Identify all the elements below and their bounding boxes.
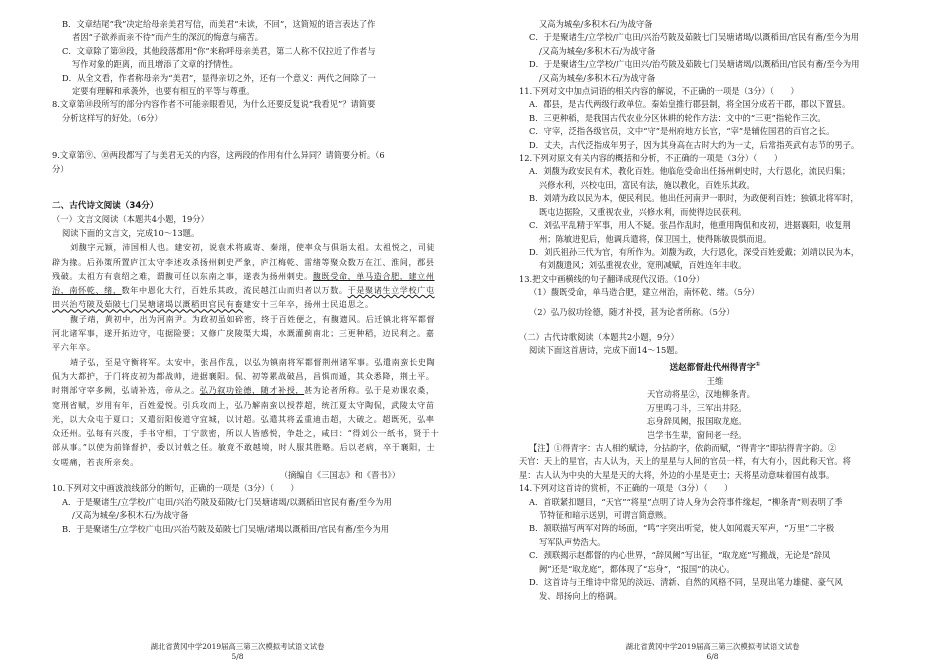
q12-option-a: A．刘馥为政安民有术，教化百姓。他临危受命出任扬州刺史时，大行恩化，流民归集； 兴修水利，兴校屯田，富民有法，施以教化，百姓乐其政。 (529, 166, 851, 190)
q7-option-b: B．文章结尾“我”决定给母亲美君写信，而美君“未读，不回”，这简短的语言表达了作 者因“子欲养而亲不待”而产生的深沉的悔意与痛苦。 (62, 19, 376, 43)
left-column (52, 18, 440, 536)
underlined-sentence-1: 馥既受命，单马造合肥，建立州治，南怀乾、绪， (52, 270, 435, 296)
question-11-stem: 11.下列对文中加点词语的相关内容的解说，不正确的一项是（3分）（ ） (519, 86, 799, 97)
subsection-1-title: （一）文言文阅读（本题共4小题，19分） (52, 214, 209, 225)
poem-line: 岂学书生辈，窗间老一经。 (647, 429, 747, 440)
q12-option-b: B．刘靖为政以民为本，便民利民。他出任河南尹一职时，为政便利百姓；独镇北将军时， 既屯边据险，又重视农业，兴修水利，而使得边民获利。 (529, 193, 859, 217)
right-footer: 湖北省黄冈中学2019届高三第三次模拟考试语文试卷 6/8 (475, 642, 950, 662)
q11-option-c: C．守宰，泛指各级官员，文中“守”是州府地方长官，“宰”是辅佐国君的百官之长。 (529, 126, 835, 137)
poem-line: 万里鸣刁斗，三军出井陉。 (647, 402, 747, 413)
question-14-stem: 14.下列对这首诗的赏析，不正确的一项是（3分）（ ） (519, 483, 733, 494)
passage-paragraph-2: 馥子靖，黄初中，出为河南尹。为政初虽如碎密，终于百姓便之，有馥遗风。后迁镇北将军都督河北诸军事，遂开拓边守，屯据险要；又修广戾陵渠大堨，水溉灌蓟南北；三更种稻，边民利之。嘉平六年卒。 (52, 313, 436, 353)
q10-option-a: A．于是聚诸生/立学校/广屯田/兴治芍陂及茹陂/七门吴塘诸堨/以溉稻田官民有畜/至今为用 /又高为城垒/多积木石/为战守备 (62, 496, 392, 521)
question-13-stem: 13.把文中画横线的句子翻译成现代汉语。（10分） (519, 273, 705, 284)
q10-option-b-cont: 又高为城垒/多积木石/为战守备 (539, 19, 653, 29)
question-9: 9.文章第⑨、⑩两段都写了与美君无关的内容，这两段的作用有什么异同？请简要分析。（6 分） (52, 150, 385, 174)
subsection-2-title: （二）古代诗歌阅读（本题共2小题，9分） (519, 331, 679, 342)
poem-note-cont-2: 星：古人认为中央的大星是天的大将，外边的小星是吏士；天将星动意味着国有战事。 (519, 469, 835, 480)
section-2-title: 二、古代诗文阅读（34分） (52, 201, 159, 212)
subsection-2-instruction: 阅读下面这首唐诗，完成下面14～15题。 (529, 345, 683, 356)
q12-option-d: D．刘氏祖孙三代为官，有所作为。刘馥为政，大行恩化，深受百姓爱戴；刘靖以民为本， 有刘馥遗风；刘弘重视农业，宽刑减赋，百姓连年丰收。 (529, 246, 860, 271)
q14-option-b: B．颔联描写两军对阵的场面，“鸣”字突出听觉，使人如闻震天军声，“万里”二字极 写军队声势浩大。 (529, 523, 835, 547)
q7-option-d: D．从全文看，作者称母亲为“美君”，显得亲切之外，还有一个意义：两代之间除了一 定要有理解和承袭外，也要有相互的平等与尊重。 (62, 72, 376, 97)
q10-option-b: B．于是聚诸生/立学校广屯田/兴治芍陂及茹陂七门吴塘/诸堨以溉稻田/官民有畜/至今为用 (62, 523, 390, 534)
question-8: 8.文章第⑩段所写的部分内容作者不可能亲眼看见，为什么还要反复说“我看见”？请简要 分析这样写的好处。（6分） (52, 99, 376, 123)
right-page-number: 6/8 (706, 652, 719, 661)
q11-option-b: B．三更种稻，是我国古代农业分区休耕的轮作方法：文中的“三更”指轮作三次。 (529, 112, 826, 123)
right-page (475, 0, 950, 672)
poem-author: 王维 (706, 376, 724, 387)
q14-option-a: A．首联紧扣题目，“天官”“将星”点明了诗人身为会符事件缘起，“柳条青”则表明了季 节特征和暗示送别，可谓言简意赅。 (529, 496, 843, 521)
q12-option-c: C．刘弘平乱精于军事，用人不疑。张昌作乱时，他重用陶侃和皮初，进据襄阳，收复荆 州；陈敏进犯后，他调兵遣将，保卫国土，使得陈敏畏惧而退。 (529, 220, 851, 244)
question-10-stem: 10.下列对文中画波浪线部分的断句，正确的一项是（3分）（ ） (52, 483, 299, 494)
underlined-sentence-2a: 弘乃叙功铨德， (199, 385, 261, 396)
q14-option-c: C．颈联揭示赵都督的内心世界，“辞凤阙”写出征，“取龙庭”写搬战，无论是“辞凤 阙”还是“取龙庭”，都体现了“忘身”，“报国”的决心。 (529, 550, 831, 574)
q11-option-a: A．郡县，是古代两级行政单位。秦始皇推行郡县制，将全国分成若干郡，郡以下置县。 (529, 99, 851, 110)
right-column (519, 18, 911, 603)
poem-note: 【注】①得青字：古人相约赋诗，分拈韵字，依韵而赋，“得青字”即拈得青字韵。② (529, 443, 837, 454)
left-page-number: 5/8 (231, 652, 244, 661)
q13-sentence-2: （2）弘乃叙功铨德，随才补授，甚为论者所称。（5分） (529, 306, 735, 317)
q11-option-d: D．丈夫，古代泛指成年男子，因为其身高在古时大约为一丈，后常指英武有志节的男子。 (529, 139, 860, 150)
classical-passage (52, 240, 440, 469)
poem-line: 天官动将星②，汉地柳条青。 (647, 389, 755, 400)
poem-note-cont-1: 天官：天上的星官，古人认为，天上的星星与人间的官员一样，有大有小，因此称天官。将 (519, 456, 851, 467)
q10-option-d: D．于是聚诸生/立学校/广屯田兴/治芍陂及茹陂七门吴塘诸堨/以溉稻田/官民有畜/至今为用 /又高为城垒/多积木石/为战守备 (529, 59, 860, 83)
q7-option-c: C．文章除了第⑩段，其他段落都用“你”来称呼母亲美君，第二人称不仅拉近了作者与 写作对象的距离，而且增添了文章的抒情性。 (62, 45, 376, 70)
left-footer: 湖北省黄冈中学2019届高三第三次模拟考试语文试卷 5/8 (0, 642, 475, 662)
subsection-1-instruction: 阅读下面的文言文，完成10～13题。 (62, 227, 200, 238)
passage-paragraph-3: 靖子弘，至是守衡将军。太安中，张昌作乱，以弘为镇南将军都督荆州诸军事。弘遣南蛮长史陶侃为大都护，于门将皮初为都战帅，进据襄阳。侃、初等累战破昌，昌惧而遁，其众悉降，荆土平。时荆部守宰多阙，弘请补选，帝从之。弘乃叙功铨德，随才补授，甚为论者所称。弘于是劝课农桑，宽刑省赋，岁用有年，百姓爱悦。引兵攻而上，弘乃解南蛮以授荐超，统江夏太守陶侃，武陵太守苗光，以大众屯于夏口；又遣衍阳俊道守宜城，以讨超。弘遣其将孟重迪击超，大破之。超既死，弘率众还州。弘每有兴废，手书守相，丁宁款密，所以人皆感悦，争赴之，咸曰：“得刘公一纸书，贤于十部从事。”以使为前锋督护，委以讨戟之任。敏竟不敢越境，时人服其胜略。后以老病，卒于襄阳，士女嗟痛，若丧所亲矣。 (52, 356, 440, 467)
poem-title: 送赵都督赴代州得青字① (669, 360, 761, 373)
question-12-stem: 12.下列对原文有关内容的概括和分析，不正确的一项是（3分）（ ） (519, 153, 783, 164)
poem-line: 忘身辞凤阙，报国取龙庭。 (647, 416, 747, 427)
passage-paragraph-1: 刘馥字元颖，沛国相人也。建安初，说袁术将戚寄、秦翊，使率众与俱诣太祖。太祖悦之，司徒辟为掾。后孙策所置庐江太守李述攻杀扬州刺史严象，庐江梅乾、雷绪等聚众数万在江、淮间，郡县残破。太祖方有袁绍之难，谓馥可任以东南之事，遂表为扬州刺史。馥既受命，单马造合肥，建立州治，南怀乾、绪，数年中恩化大行，百姓乐其政，流民越江山而归者以万数。于是聚诸生立学校广屯田兴治芍陂及茹陂七门吴塘诸堨以溉稻田官民有畜建安十三年卒，扬州士民追思之。 (52, 242, 436, 310)
q14-option-d: D．这首诗与王维诗中常见的淡远、清新、自然的风格不同，呈现出笔力雄健、豪气风 发、昂扬向上的格调。 (529, 577, 843, 601)
wavy-underlined-sentence: 于是聚诸生立学校广屯田兴治芍陂及茹陂七门吴塘诸堨以溉稻田官民有畜 (52, 285, 435, 310)
q10-option-c: C．于是聚诸生/立学校/广屯田/兴治芍陂及茹陂七门吴塘诸堨/以溉稻田/官民有畜/至今为用 /又高为城垒/多积木石/为战守备 (529, 32, 860, 56)
passage-source: （摘编自《三国志》和《晋书》） (279, 470, 400, 481)
q13-sentence-1: （1）馥既受命，单马造合肥，建立州治，南怀乾、绪。（5分） (529, 287, 760, 298)
underlined-sentence-2b: 随才补授， (260, 385, 305, 396)
